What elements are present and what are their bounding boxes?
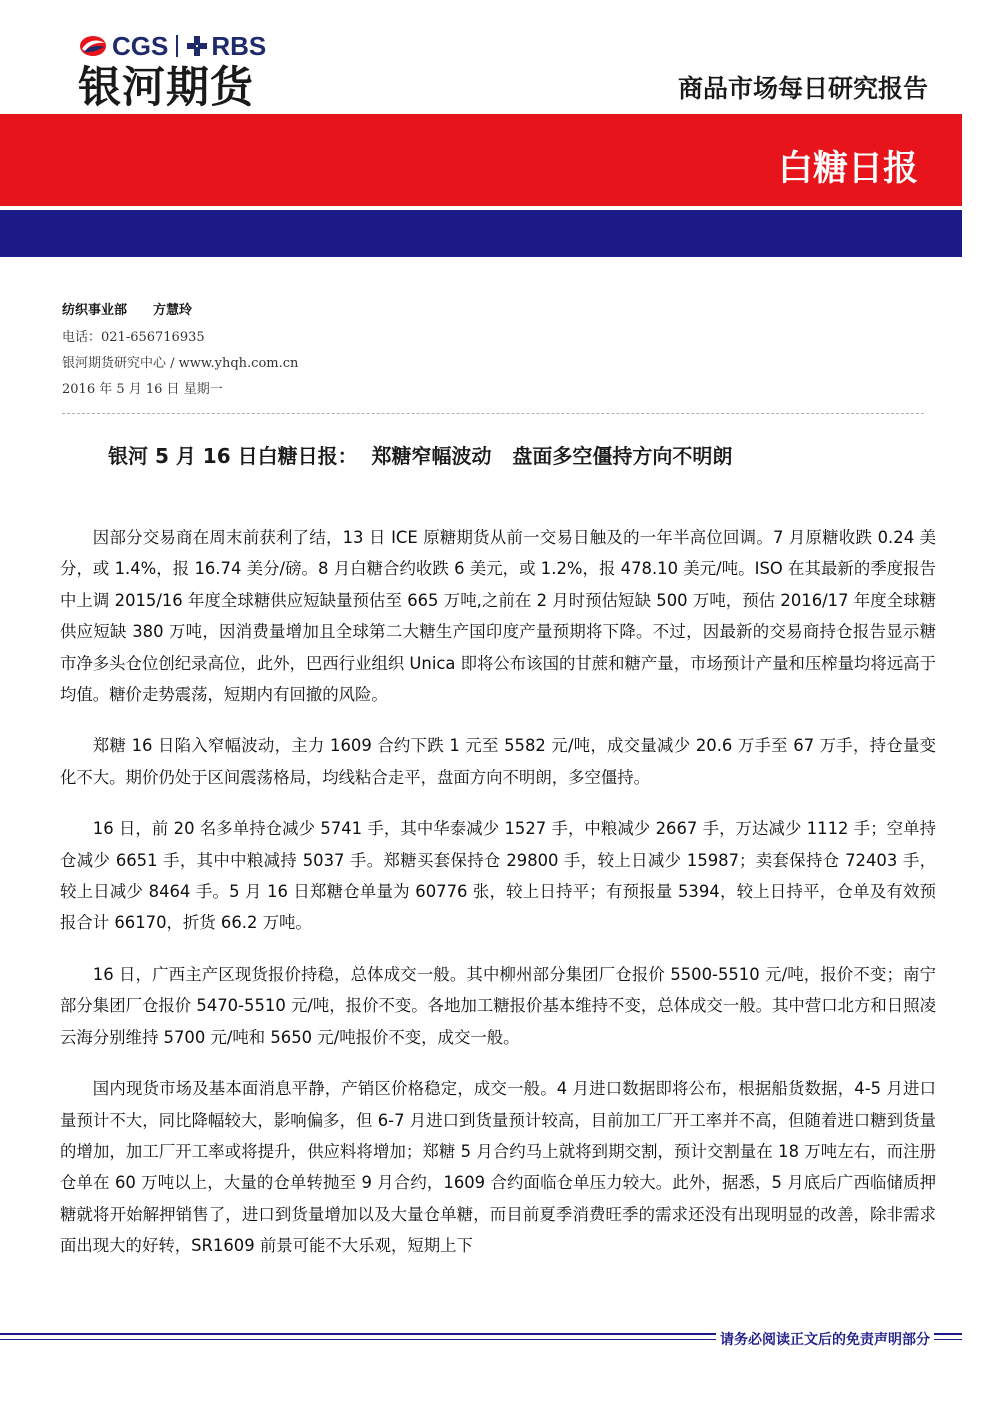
rbs-daisy-icon: [186, 35, 208, 57]
cgs-swirl-icon: [78, 33, 108, 59]
disclaimer-note: 请务必阅读正文后的免责声明部分: [716, 1330, 934, 1350]
paragraph: 因部分交易商在周末前获利了结，13 日 ICE 原糖期货从前一交易日触及的一年半高位回调。7 月原糖收跌 0.24 美分，或 1.4%，报 16.74 美分/磅。8 月白糖合约收跌 6 美元，或 1.2%，报 478.10 美元/吨。ISO 在其最新的季度报告中上调 2015/16 年度全球糖供应短缺量预估至 665 万吨,之前在 2 月时预估短缺 500 万吨，预估 2016/17 年度全球糖供应短缺 380 万吨，因消费量增加且全球第二大糖生产国印度产量预期将下降。不过，因最新的交易商持仓报告显示糖市净多头仓位创纪录高位，此外，巴西行业组织 Unica 即将公布该国的甘蔗和糖产量，市场预计产量和压榨量均将远高于均值。糖价走势震荡，短期内有回撤的风险。: [60, 528, 936, 705]
logo-cgs-text: CGS: [112, 30, 169, 61]
paragraph: 郑糖 16 日陷入窄幅波动，主力 1609 合约下跌 1 元至 5582 元/吨，成交量减少 20.6 万手至 67 万手，持仓量变化不大。期价仍处于区间震荡格局，均线粘合走平，盘面方向不明朗，多空僵持。: [60, 736, 936, 787]
paragraph: 国内现货市场及基本面消息平静，产销区价格稳定，成交一般。4 月进口数据即将公布，根据船货数据，4-5 月进口量预计不大，同比降幅较大，影响偏多，但 6-7 月进口到货量预计较高，目前加工厂开工率并不高，但随着进口糖到货量的增加，加工厂开工率或将提升，供应料将增加；郑糖 5 月合约马上就将到期交割，预计交割量在 18 万吨左右，而注册仓单在 60 万吨以上，大量的仓单转抛至 9 月合约，1609 合约面临仓单压力较大。此外，据悉，5 月底后广西临储质押糖就将开始解押销售了，进口到货量增加以及大量仓单糖，而目前夏季消费旺季的需求还没有出现明显的改善，除非需求面出现大的好转，SR1609 前景可能不大乐观，短期上下: [60, 1079, 936, 1256]
author-name: 方慧玲: [153, 303, 193, 318]
brand-logo: [78, 31, 266, 61]
paragraph: 16 日，广西主产区现货报价持稳，总体成交一般。其中柳州部分集团厂仓报价 5500-5510 元/吨，报价不变；南宁部分集团厂仓报价 5470-5510 元/吨，报价不变。各地加工糖报价基本维持不变，总体成交一般。其中营口北方和日照凌云海分别维持 5700 元/吨和 5650 元/吨报价不变，成交一般。: [60, 964, 936, 1047]
research-center-site: 银河期货研究中心 / www.yhqh.com.cn: [62, 356, 299, 371]
info-divider: [62, 413, 924, 414]
paragraph: 16 日，前 20 名多单持仓减少 5741 手，其中华泰减少 1527 手，中粮减少 2667 手，万达减少 1112 手；空单持仓减少 6651 手，其中中粮减持 5037 手。郑糖买套保持仓 29800 手，较上日减少 15987；卖套保持仓 72403 手，较上日减少 8464 手。5 月 16 日郑糖仓单量为 60776 张，较上日持平；有预报量 5394，较上日持平，仓单及有效预报合计 66170，折货 66.2 万吨。: [60, 819, 936, 933]
report-type-title: 商品市场每日研究报告: [677, 74, 928, 103]
author-line: [62, 302, 192, 320]
logo-rbs-text: RBS: [211, 30, 267, 61]
report-date: 2016 年 5 月 16 日 星期一: [62, 382, 223, 397]
logo-divider: [176, 35, 178, 57]
author-department: 纺织事业部: [62, 303, 128, 318]
article-body: [60, 522, 936, 1282]
article-headline: 银河 5 月 16 日白糖日报： 郑糖窄幅波动 盘面多空僵持方向不明朗: [108, 444, 733, 468]
report-title: 白糖日报: [777, 149, 918, 189]
logo-chinese-name: 银河期货: [78, 63, 254, 113]
author-phone: 电话：021-656716935: [62, 330, 205, 345]
blue-header-band: [0, 210, 962, 257]
